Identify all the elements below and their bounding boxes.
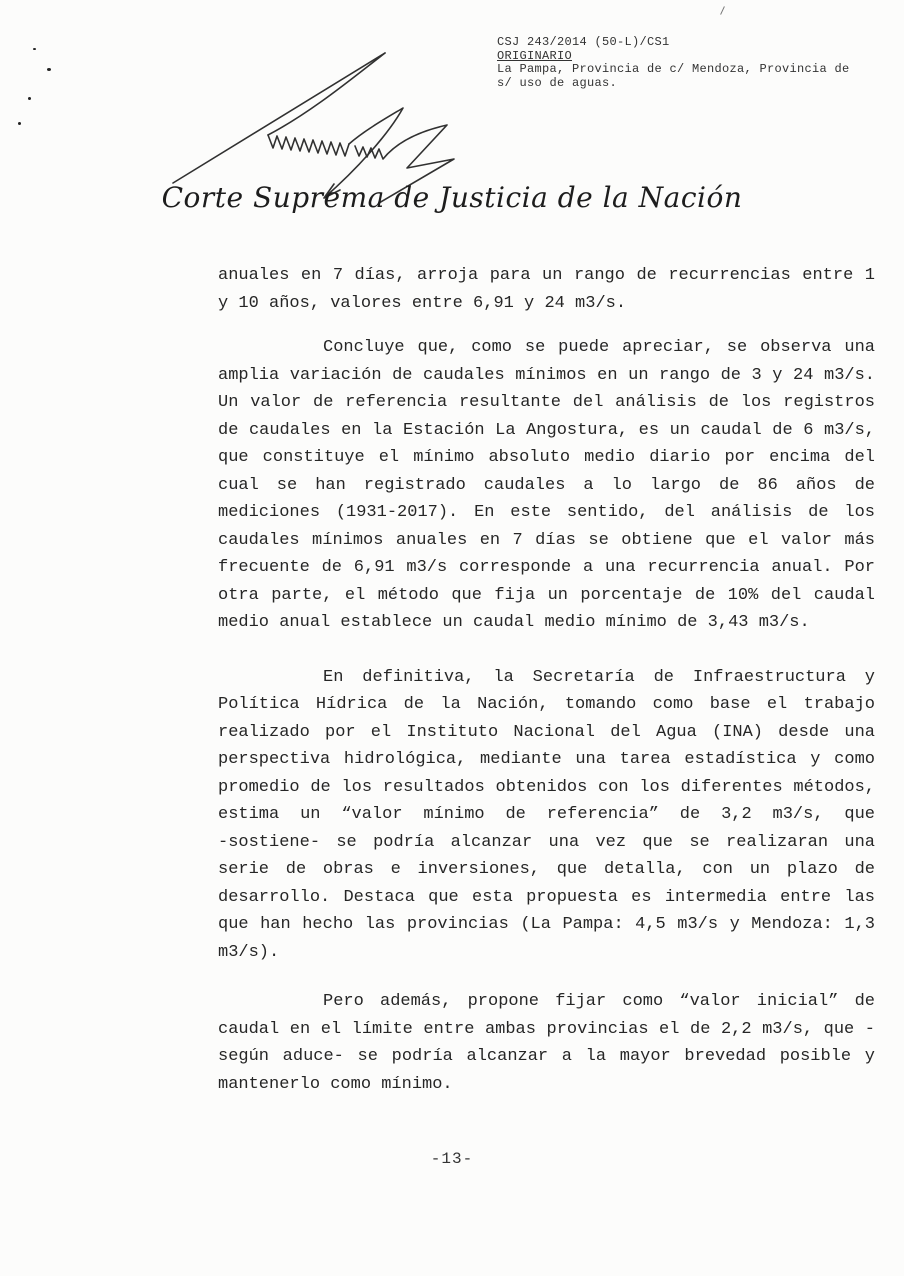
scan-speck bbox=[33, 48, 36, 50]
paragraph bbox=[218, 262, 875, 317]
scan-speck bbox=[28, 97, 31, 100]
body-line: anuales en 7 días, arroja para un rango de recurrencias entre 1 bbox=[218, 266, 875, 285]
court-letterhead-title: Corte Suprema de Justicia de la Nación bbox=[161, 181, 743, 214]
body-line: caudales mínimos anuales en 7 días se obtiene que el valor más bbox=[218, 530, 875, 550]
body-line: Un valor de referencia resultante del análisis de los registros bbox=[218, 393, 875, 412]
case-parties-line2: s/ uso de aguas. bbox=[497, 75, 618, 90]
body-line: serie de obras e inversiones, que detalla, con un plazo de bbox=[218, 860, 875, 879]
paragraph bbox=[218, 988, 875, 1098]
scan-speck bbox=[720, 6, 725, 15]
body-line: promedio de los resultados obtenidos con los diferentes métodos, bbox=[218, 777, 875, 797]
body-line: estima un “valor mínimo de referencia” de 3,2 m3/s, que bbox=[218, 805, 875, 824]
body-line: amplia variación de caudales mínimos en un rango de 3 y 24 m3/s. bbox=[218, 365, 875, 385]
paragraph bbox=[218, 664, 875, 967]
signature-stroke bbox=[268, 53, 385, 135]
body-line: caudal en el límite entre ambas provincias el de 2,2 m3/s, que - bbox=[218, 1019, 875, 1039]
body-line: y 10 años, valores entre 6,91 y 24 m3/s. bbox=[218, 293, 627, 313]
body-line: frecuente de 6,91 m3/s corresponde a una recurrencia anual. Por bbox=[218, 558, 875, 577]
scan-speck bbox=[18, 122, 21, 125]
body-line: otra parte, el método que fija un porcentaje de 10% del caudal bbox=[218, 585, 875, 605]
body-line: desarrollo. Destaca que esta propuesta es intermedia entre las bbox=[218, 887, 875, 907]
body-line: Pero además, propone fijar como “valor inicial” de bbox=[323, 992, 875, 1011]
body-line: Política Hídrica de la Nación, tomando como base el trabajo bbox=[218, 695, 875, 714]
body-line: En definitiva, la Secretaría de Infraestructura y bbox=[323, 667, 875, 687]
signature-stroke bbox=[268, 135, 349, 156]
page-number: -13- bbox=[430, 1150, 474, 1168]
body-line: perspectiva hidrológica, mediante una tarea estadística y como bbox=[218, 750, 875, 769]
body-line: -sostiene- se podría alcanzar una vez que se realizaran una bbox=[218, 832, 875, 852]
docket-type: ORIGINARIO bbox=[497, 48, 573, 63]
body-line: mediciones (1931-2017). En este sentido, del análisis de los bbox=[218, 503, 875, 522]
body-line: de caudales en la Estación La Angostura, es un caudal de 6 m3/s, bbox=[218, 420, 875, 440]
body-line: Concluye que, como se puede apreciar, se observa una bbox=[323, 338, 875, 357]
body-line: según aduce- se podría alcanzar a la mayor brevedad posible y bbox=[218, 1047, 875, 1066]
body-line: m3/s). bbox=[218, 942, 280, 962]
scan-speck bbox=[47, 68, 51, 71]
body-line: realizado por el Instituto Nacional del Agua (INA) desde una bbox=[218, 722, 875, 742]
body-line: que constituye el mínimo absoluto medio diario por encima del bbox=[218, 448, 875, 467]
document-body bbox=[218, 262, 875, 1098]
paragraph bbox=[218, 334, 875, 637]
case-parties-line1: La Pampa, Provincia de c/ Mendoza, Provincia de bbox=[497, 62, 850, 76]
body-line: mantenerlo como mínimo. bbox=[218, 1074, 453, 1094]
body-line: medio anual establece un caudal medio mínimo de 3,43 m3/s. bbox=[218, 613, 810, 632]
case-caption bbox=[497, 36, 850, 90]
body-line: que han hecho las provincias (La Pampa: 4,5 m3/s y Mendoza: 1,3 bbox=[218, 915, 875, 934]
signature-stroke bbox=[173, 53, 385, 183]
case-number: CSJ 243/2014 (50-L)/CS1 bbox=[497, 35, 670, 49]
body-line: cual se han registrado caudales a lo largo de 86 años de bbox=[218, 475, 875, 495]
